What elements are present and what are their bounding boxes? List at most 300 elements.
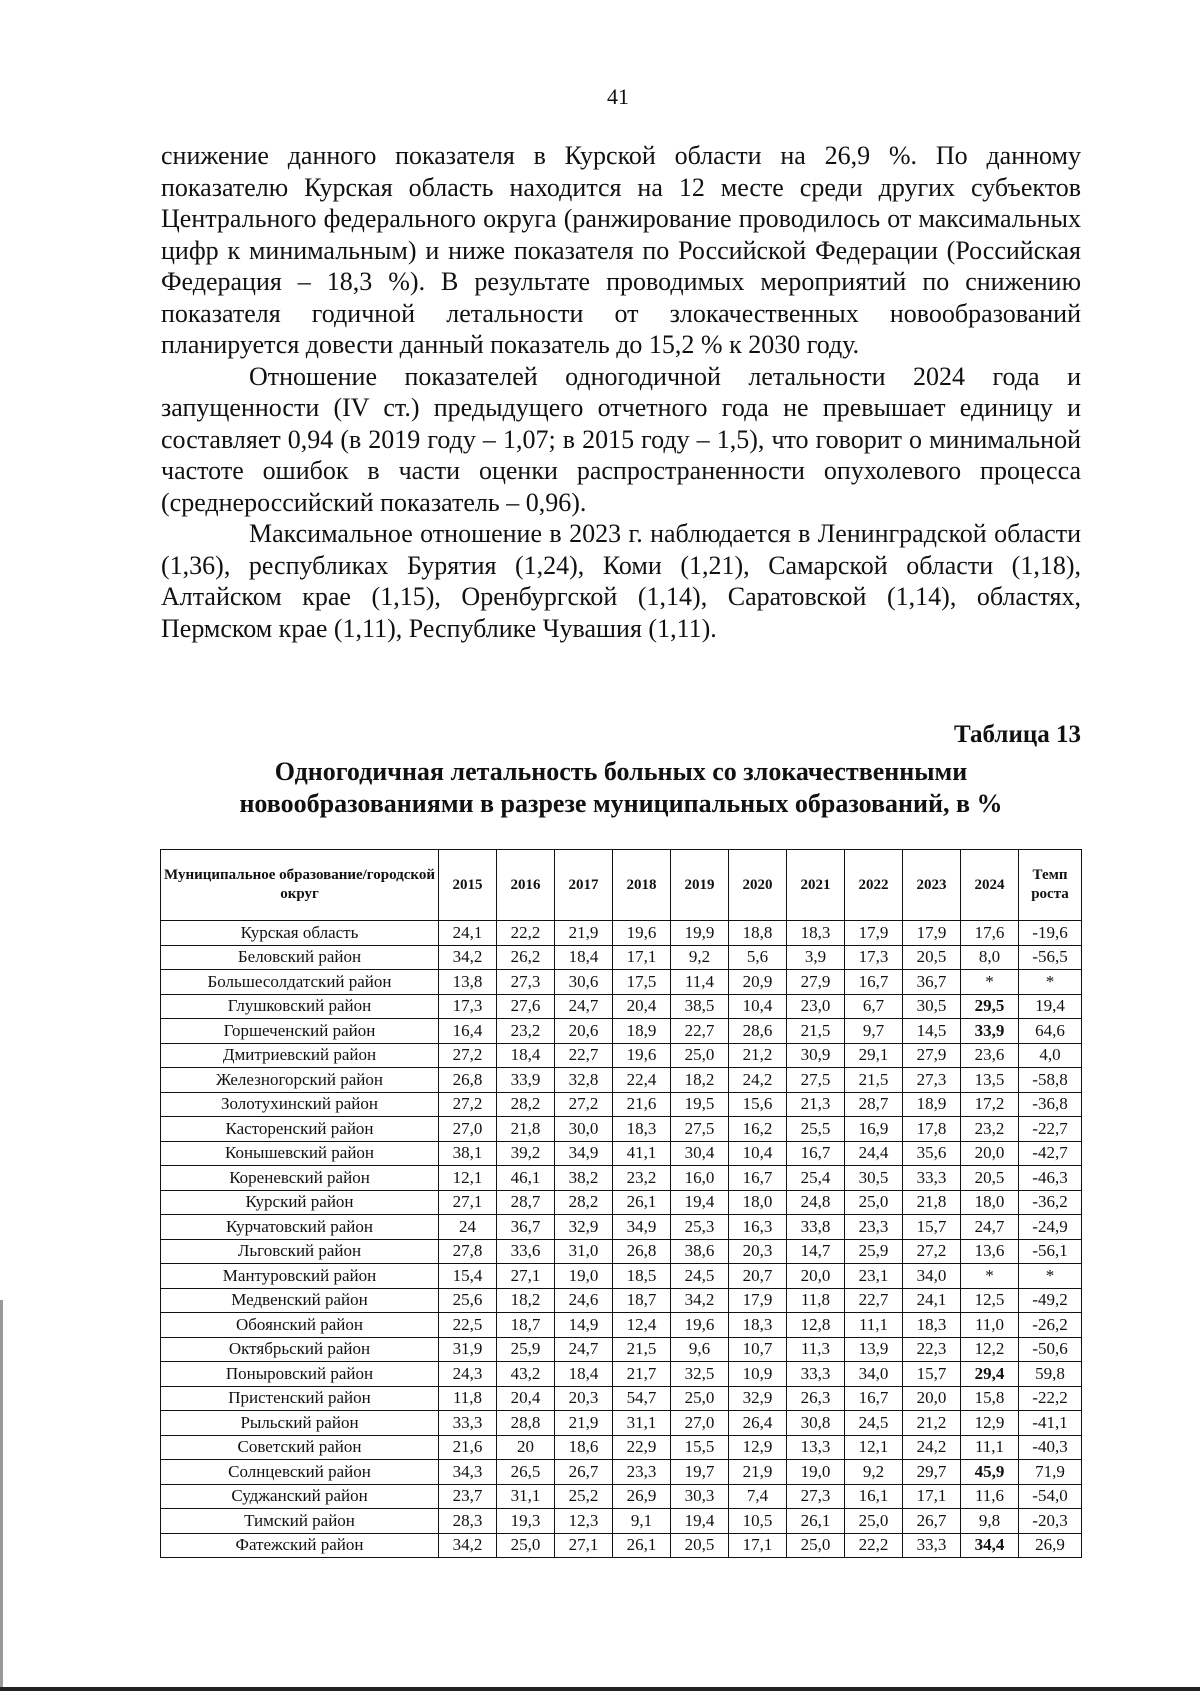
table-cell: 22,3 xyxy=(903,1337,961,1362)
table-cell: 12,9 xyxy=(961,1411,1019,1436)
table-cell: 25,0 xyxy=(845,1190,903,1215)
table-row xyxy=(161,1117,1082,1142)
table-cell: 20,0 xyxy=(903,1386,961,1411)
table-cell: 23,6 xyxy=(961,1043,1019,1068)
row-label-cell: Глушковский район xyxy=(161,994,439,1019)
table-cell: 18,4 xyxy=(555,945,613,970)
table-cell: 15,8 xyxy=(961,1386,1019,1411)
table-cell: 10,5 xyxy=(729,1509,787,1534)
table-cell: 26,9 xyxy=(1019,1533,1082,1558)
table-cell: 36,7 xyxy=(497,1215,555,1240)
table-cell: 26,7 xyxy=(555,1460,613,1485)
table-cell: 28,6 xyxy=(729,1019,787,1044)
table-cell: 19,0 xyxy=(787,1460,845,1485)
table-cell: 28,7 xyxy=(497,1190,555,1215)
table-cell: 26,8 xyxy=(613,1239,671,1264)
table-row xyxy=(161,970,1082,995)
header-cell: 2017 xyxy=(555,850,613,921)
table-cell: 71,9 xyxy=(1019,1460,1082,1485)
table-cell: -19,6 xyxy=(1019,921,1082,946)
table-cell: 30,0 xyxy=(555,1117,613,1142)
table-row xyxy=(161,1533,1082,1558)
table-cell: 11,4 xyxy=(671,970,729,995)
table-cell: 38,5 xyxy=(671,994,729,1019)
table-cell: 10,9 xyxy=(729,1362,787,1387)
table-cell: 12,5 xyxy=(961,1288,1019,1313)
table-cell: 26,8 xyxy=(439,1068,497,1093)
table-cell: 24,2 xyxy=(729,1068,787,1093)
table-row xyxy=(161,1166,1082,1191)
table-cell: 20,5 xyxy=(903,945,961,970)
table-cell: 26,7 xyxy=(903,1509,961,1534)
table-cell: 30,9 xyxy=(787,1043,845,1068)
table-cell: 17,2 xyxy=(961,1092,1019,1117)
table-cell: 21,3 xyxy=(787,1092,845,1117)
row-label-cell: Рыльский район xyxy=(161,1411,439,1436)
table-cell: 34,2 xyxy=(671,1288,729,1313)
row-label-cell: Золотухинский район xyxy=(161,1092,439,1117)
table-cell: 18,9 xyxy=(613,1019,671,1044)
table-row xyxy=(161,1460,1082,1485)
table-cell: 27,8 xyxy=(439,1239,497,1264)
table-cell: 30,3 xyxy=(671,1484,729,1509)
table-cell: 14,9 xyxy=(555,1313,613,1338)
table-row xyxy=(161,1068,1082,1093)
table-cell: 38,6 xyxy=(671,1239,729,1264)
row-label-cell: Советский район xyxy=(161,1435,439,1460)
table-cell: 9,2 xyxy=(845,1460,903,1485)
table-cell: 25,4 xyxy=(787,1166,845,1191)
table-cell: 6,7 xyxy=(845,994,903,1019)
table-cell: 19,6 xyxy=(671,1313,729,1338)
table-cell: 30,5 xyxy=(903,994,961,1019)
table-cell: 27,0 xyxy=(439,1117,497,1142)
row-label-cell: Горшеченский район xyxy=(161,1019,439,1044)
table-cell: 25,0 xyxy=(671,1043,729,1068)
table-cell: 14,5 xyxy=(903,1019,961,1044)
table-cell: 20,4 xyxy=(497,1386,555,1411)
table-cell: 8,0 xyxy=(961,945,1019,970)
table-cell: 38,2 xyxy=(555,1166,613,1191)
table-cell: 29,4 xyxy=(961,1362,1019,1387)
table-cell: 33,3 xyxy=(903,1166,961,1191)
table-cell: 26,3 xyxy=(787,1386,845,1411)
table-cell: -58,8 xyxy=(1019,1068,1082,1093)
table-cell: 33,9 xyxy=(497,1068,555,1093)
table-cell: 21,7 xyxy=(613,1362,671,1387)
table-cell: 16,9 xyxy=(845,1117,903,1142)
table-cell: 22,7 xyxy=(845,1288,903,1313)
table-cell: 34,2 xyxy=(439,945,497,970)
table-row xyxy=(161,1313,1082,1338)
table-row xyxy=(161,1411,1082,1436)
table-cell: 34,0 xyxy=(903,1264,961,1289)
table-cell: 18,3 xyxy=(613,1117,671,1142)
table-cell: 18,0 xyxy=(729,1190,787,1215)
table-cell: 36,7 xyxy=(903,970,961,995)
table-cell: 31,9 xyxy=(439,1337,497,1362)
table-cell: 16,7 xyxy=(787,1141,845,1166)
table-cell: 22,2 xyxy=(497,921,555,946)
table-cell: 22,5 xyxy=(439,1313,497,1338)
table-cell: -36,2 xyxy=(1019,1190,1082,1215)
table-cell: 27,9 xyxy=(787,970,845,995)
table-cell: 21,6 xyxy=(613,1092,671,1117)
row-label-cell: Кореневский район xyxy=(161,1166,439,1191)
table-cell: 21,2 xyxy=(903,1411,961,1436)
row-label-cell: Октябрьский район xyxy=(161,1337,439,1362)
table-cell: 26,2 xyxy=(497,945,555,970)
table-cell: 3,9 xyxy=(787,945,845,970)
table-cell: 16,7 xyxy=(845,1386,903,1411)
table-cell: 10,4 xyxy=(729,994,787,1019)
table-cell: 21,8 xyxy=(497,1117,555,1142)
table-cell: 34,0 xyxy=(845,1362,903,1387)
table-cell: 20,0 xyxy=(787,1264,845,1289)
paragraph: Отношение показателей одногодичной летальности 2024 года и запущенности (IV ст.) предыдущего отчетного года не превышает единицу и составляет 0,94 (в 2019 году – 1,07; в 2015 году – 1,5), что говорит о минимальной частоте ошибок в части оценки распространенности опухолевого процесса (среднероссийский показатель – 0,96). xyxy=(161,361,1081,517)
table-row xyxy=(161,1092,1082,1117)
table-cell: 11,0 xyxy=(961,1313,1019,1338)
table-cell: 9,8 xyxy=(961,1509,1019,1534)
table-cell: 25,9 xyxy=(497,1337,555,1362)
table-cell: * xyxy=(1019,1264,1082,1289)
table-cell: -40,3 xyxy=(1019,1435,1082,1460)
table-cell: 24,8 xyxy=(787,1190,845,1215)
table-cell: 17,6 xyxy=(961,921,1019,946)
table-cell: 27,5 xyxy=(671,1117,729,1142)
table-cell: 15,7 xyxy=(903,1362,961,1387)
table-cell: 30,6 xyxy=(555,970,613,995)
header-cell: 2023 xyxy=(903,850,961,921)
table-cell: 28,8 xyxy=(497,1411,555,1436)
table-cell: -26,2 xyxy=(1019,1313,1082,1338)
header-cell: 2018 xyxy=(613,850,671,921)
table-cell: 20,0 xyxy=(961,1141,1019,1166)
row-label-cell: Курчатовский район xyxy=(161,1215,439,1240)
table-row xyxy=(161,1019,1082,1044)
table-cell: 9,2 xyxy=(671,945,729,970)
table-row xyxy=(161,1435,1082,1460)
table-cell: -42,7 xyxy=(1019,1141,1082,1166)
table-cell: 17,9 xyxy=(845,921,903,946)
table-cell: 35,6 xyxy=(903,1141,961,1166)
table-cell: 22,7 xyxy=(671,1019,729,1044)
table-cell: 32,9 xyxy=(555,1215,613,1240)
table-cell: -41,1 xyxy=(1019,1411,1082,1436)
table-cell: 29,1 xyxy=(845,1043,903,1068)
table-cell: 27,2 xyxy=(903,1239,961,1264)
table-cell: 45,9 xyxy=(961,1460,1019,1485)
table-cell: 27,2 xyxy=(439,1092,497,1117)
table-cell: 27,9 xyxy=(903,1043,961,1068)
table-cell: 21,9 xyxy=(555,1411,613,1436)
table-cell: * xyxy=(961,1264,1019,1289)
table-title xyxy=(161,756,1081,820)
table-cell: 22,9 xyxy=(613,1435,671,1460)
table-cell: 24,5 xyxy=(845,1411,903,1436)
table-header xyxy=(161,850,1082,921)
table-body xyxy=(161,921,1082,1558)
table-cell: 33,9 xyxy=(961,1019,1019,1044)
table-cell: 15,4 xyxy=(439,1264,497,1289)
table-cell: 33,3 xyxy=(903,1533,961,1558)
table-cell: -22,7 xyxy=(1019,1117,1082,1142)
table-cell: 9,6 xyxy=(671,1337,729,1362)
table-cell: 27,1 xyxy=(439,1190,497,1215)
table-cell: 23,2 xyxy=(497,1019,555,1044)
table-cell: 17,3 xyxy=(845,945,903,970)
table-cell: 24,6 xyxy=(555,1288,613,1313)
row-label-cell: Фатежский район xyxy=(161,1533,439,1558)
table-cell: 19,5 xyxy=(671,1092,729,1117)
table-cell: 10,7 xyxy=(729,1337,787,1362)
table-cell: 15,6 xyxy=(729,1092,787,1117)
table-cell: -46,3 xyxy=(1019,1166,1082,1191)
table-cell: 26,1 xyxy=(787,1509,845,1534)
table-cell: 34,4 xyxy=(961,1533,1019,1558)
table-cell: 16,3 xyxy=(729,1215,787,1240)
table-cell: 20,7 xyxy=(729,1264,787,1289)
table-cell: 13,6 xyxy=(961,1239,1019,1264)
table-cell: 31,0 xyxy=(555,1239,613,1264)
table-cell: 59,8 xyxy=(1019,1362,1082,1387)
table-row xyxy=(161,1362,1082,1387)
table-cell: 24,4 xyxy=(845,1141,903,1166)
table-row xyxy=(161,1509,1082,1534)
table-cell: 27,3 xyxy=(787,1484,845,1509)
table-row xyxy=(161,1264,1082,1289)
row-label-cell: Касторенский район xyxy=(161,1117,439,1142)
table-row xyxy=(161,1215,1082,1240)
table-cell: 20 xyxy=(497,1435,555,1460)
table-cell: 9,7 xyxy=(845,1019,903,1044)
table-cell: 26,1 xyxy=(613,1190,671,1215)
table-cell: 18,5 xyxy=(613,1264,671,1289)
table-cell: -20,3 xyxy=(1019,1509,1082,1534)
table-cell: -36,8 xyxy=(1019,1092,1082,1117)
row-label-cell: Поныровский район xyxy=(161,1362,439,1387)
table-cell: 16,2 xyxy=(729,1117,787,1142)
table-cell: 12,1 xyxy=(845,1435,903,1460)
table-row xyxy=(161,994,1082,1019)
table-cell: 17,1 xyxy=(613,945,671,970)
table-cell: 18,7 xyxy=(613,1288,671,1313)
table-cell: 15,7 xyxy=(903,1215,961,1240)
table-cell: 13,9 xyxy=(845,1337,903,1362)
table-cell: 24,7 xyxy=(961,1215,1019,1240)
table-row xyxy=(161,1043,1082,1068)
table-cell: 20,3 xyxy=(555,1386,613,1411)
table-cell: 24,7 xyxy=(555,994,613,1019)
table-cell: 34,3 xyxy=(439,1460,497,1485)
table-cell: 16,7 xyxy=(729,1166,787,1191)
row-label-cell: Обоянский район xyxy=(161,1313,439,1338)
table-cell: 33,3 xyxy=(439,1411,497,1436)
table-cell: 30,5 xyxy=(845,1166,903,1191)
table-cell: 23,2 xyxy=(613,1166,671,1191)
table-cell: 14,7 xyxy=(787,1239,845,1264)
table-cell: * xyxy=(1019,970,1082,995)
table-cell: 28,7 xyxy=(845,1092,903,1117)
table-row xyxy=(161,1288,1082,1313)
table-cell: 19,6 xyxy=(613,921,671,946)
table-cell: 34,9 xyxy=(613,1215,671,1240)
table-cell: 41,1 xyxy=(613,1141,671,1166)
table-cell: 12,8 xyxy=(787,1313,845,1338)
table-cell: 26,9 xyxy=(613,1484,671,1509)
table-cell: 38,1 xyxy=(439,1141,497,1166)
table-cell: -56,5 xyxy=(1019,945,1082,970)
table-cell: 24 xyxy=(439,1215,497,1240)
table-cell: 16,1 xyxy=(845,1484,903,1509)
table-cell: 22,7 xyxy=(555,1043,613,1068)
table-cell: 26,5 xyxy=(497,1460,555,1485)
table-cell: 33,8 xyxy=(787,1215,845,1240)
table-cell: 17,1 xyxy=(903,1484,961,1509)
table-cell: 46,1 xyxy=(497,1166,555,1191)
table-cell: 19,6 xyxy=(613,1043,671,1068)
table-label: Таблица 13 xyxy=(953,721,1081,748)
table-cell: 30,4 xyxy=(671,1141,729,1166)
table-cell: 54,7 xyxy=(613,1386,671,1411)
table-cell: 17,9 xyxy=(729,1288,787,1313)
table-cell: 25,5 xyxy=(787,1117,845,1142)
table-cell: 23,3 xyxy=(613,1460,671,1485)
table-cell: 21,6 xyxy=(439,1435,497,1460)
table-cell: 19,4 xyxy=(671,1509,729,1534)
table-cell: 11,8 xyxy=(439,1386,497,1411)
table-title-line: Одногодичная летальность больных со злокачественными xyxy=(274,757,968,786)
header-cell: 2015 xyxy=(439,850,497,921)
table-cell: 25,3 xyxy=(671,1215,729,1240)
row-label-cell: Мантуровский район xyxy=(161,1264,439,1289)
table-cell: 20,4 xyxy=(613,994,671,1019)
table-cell: 9,1 xyxy=(613,1509,671,1534)
table-cell: 27,5 xyxy=(787,1068,845,1093)
table-cell: 11,6 xyxy=(961,1484,1019,1509)
page-number: 41 xyxy=(607,84,629,109)
table-cell: 24,2 xyxy=(903,1435,961,1460)
table-cell: 19,0 xyxy=(555,1264,613,1289)
table-cell: 18,3 xyxy=(903,1313,961,1338)
row-label-cell: Беловский район xyxy=(161,945,439,970)
table-cell: 24,7 xyxy=(555,1337,613,1362)
table-title-line: новообразованиями в разрезе муниципальных образований, в % xyxy=(239,789,1003,818)
scan-edge xyxy=(0,1300,3,1691)
table-cell: 19,7 xyxy=(671,1460,729,1485)
row-label-cell: Пристенский район xyxy=(161,1386,439,1411)
table-cell: 25,0 xyxy=(845,1509,903,1534)
table-cell: 10,4 xyxy=(729,1141,787,1166)
row-label-cell: Курский район xyxy=(161,1190,439,1215)
row-label-cell: Конышевский район xyxy=(161,1141,439,1166)
row-label-cell: Большесолдатский район xyxy=(161,970,439,995)
table-cell: 30,8 xyxy=(787,1411,845,1436)
row-label-cell: Льговский район xyxy=(161,1239,439,1264)
table-cell: -54,0 xyxy=(1019,1484,1082,1509)
table-cell: 16,0 xyxy=(671,1166,729,1191)
header-cell: Муниципальное образование/городской округ xyxy=(161,850,439,921)
table-cell: 12,4 xyxy=(613,1313,671,1338)
table-cell: 12,2 xyxy=(961,1337,1019,1362)
table-cell: 64,6 xyxy=(1019,1019,1082,1044)
body-text xyxy=(161,140,1081,644)
table-cell: 28,2 xyxy=(555,1190,613,1215)
table-row xyxy=(161,1484,1082,1509)
table-cell: 12,3 xyxy=(555,1509,613,1534)
table-cell: 12,9 xyxy=(729,1435,787,1460)
table-cell: 18,0 xyxy=(961,1190,1019,1215)
table-cell: -22,2 xyxy=(1019,1386,1082,1411)
table-cell: 29,7 xyxy=(903,1460,961,1485)
table-cell: -56,1 xyxy=(1019,1239,1082,1264)
table-cell: 27,0 xyxy=(671,1411,729,1436)
table-cell: 17,8 xyxy=(903,1117,961,1142)
table-cell: 16,7 xyxy=(845,970,903,995)
table-cell: 27,1 xyxy=(555,1533,613,1558)
table-cell: 27,3 xyxy=(903,1068,961,1093)
table-row xyxy=(161,1239,1082,1264)
table-row xyxy=(161,1337,1082,1362)
table-cell: 7,4 xyxy=(729,1484,787,1509)
table-cell: 18,4 xyxy=(555,1362,613,1387)
table-cell: 18,3 xyxy=(729,1313,787,1338)
table-cell: 23,2 xyxy=(961,1117,1019,1142)
table-cell: 21,8 xyxy=(903,1190,961,1215)
table-cell: 12,1 xyxy=(439,1166,497,1191)
table-cell: 21,2 xyxy=(729,1043,787,1068)
table-cell: 25,6 xyxy=(439,1288,497,1313)
row-label-cell: Железногорский район xyxy=(161,1068,439,1093)
table-cell: 16,4 xyxy=(439,1019,497,1044)
table-cell: 19,3 xyxy=(497,1509,555,1534)
table-cell: 32,5 xyxy=(671,1362,729,1387)
table-cell: 19,9 xyxy=(671,921,729,946)
table-cell: 21,9 xyxy=(729,1460,787,1485)
table-cell: 27,6 xyxy=(497,994,555,1019)
table-cell: * xyxy=(961,970,1019,995)
table-cell: 21,5 xyxy=(787,1019,845,1044)
table-cell: 19,4 xyxy=(671,1190,729,1215)
table-cell: 21,5 xyxy=(613,1337,671,1362)
table-cell: 13,3 xyxy=(787,1435,845,1460)
row-label-cell: Курская область xyxy=(161,921,439,946)
header-cell: 2020 xyxy=(729,850,787,921)
row-label-cell: Суджанский район xyxy=(161,1484,439,1509)
table-cell: -24,9 xyxy=(1019,1215,1082,1240)
row-label-cell: Солнцевский район xyxy=(161,1460,439,1485)
table-row xyxy=(161,921,1082,946)
header-row xyxy=(161,850,1082,921)
table-cell: 24,1 xyxy=(903,1288,961,1313)
table-cell: 33,6 xyxy=(497,1239,555,1264)
header-cell: 2016 xyxy=(497,850,555,921)
table-cell: 19,4 xyxy=(1019,994,1082,1019)
table-cell: 26,4 xyxy=(729,1411,787,1436)
table-cell: 28,3 xyxy=(439,1509,497,1534)
table-cell: 20,5 xyxy=(671,1533,729,1558)
table-cell: 25,2 xyxy=(555,1484,613,1509)
table-row xyxy=(161,1141,1082,1166)
table-cell: 23,7 xyxy=(439,1484,497,1509)
table-row xyxy=(161,945,1082,970)
table-cell: 18,4 xyxy=(497,1043,555,1068)
table-cell: 18,8 xyxy=(729,921,787,946)
table-cell: 20,6 xyxy=(555,1019,613,1044)
table-cell: 27,2 xyxy=(555,1092,613,1117)
table-cell: 25,0 xyxy=(787,1533,845,1558)
table-cell: 21,5 xyxy=(845,1068,903,1093)
